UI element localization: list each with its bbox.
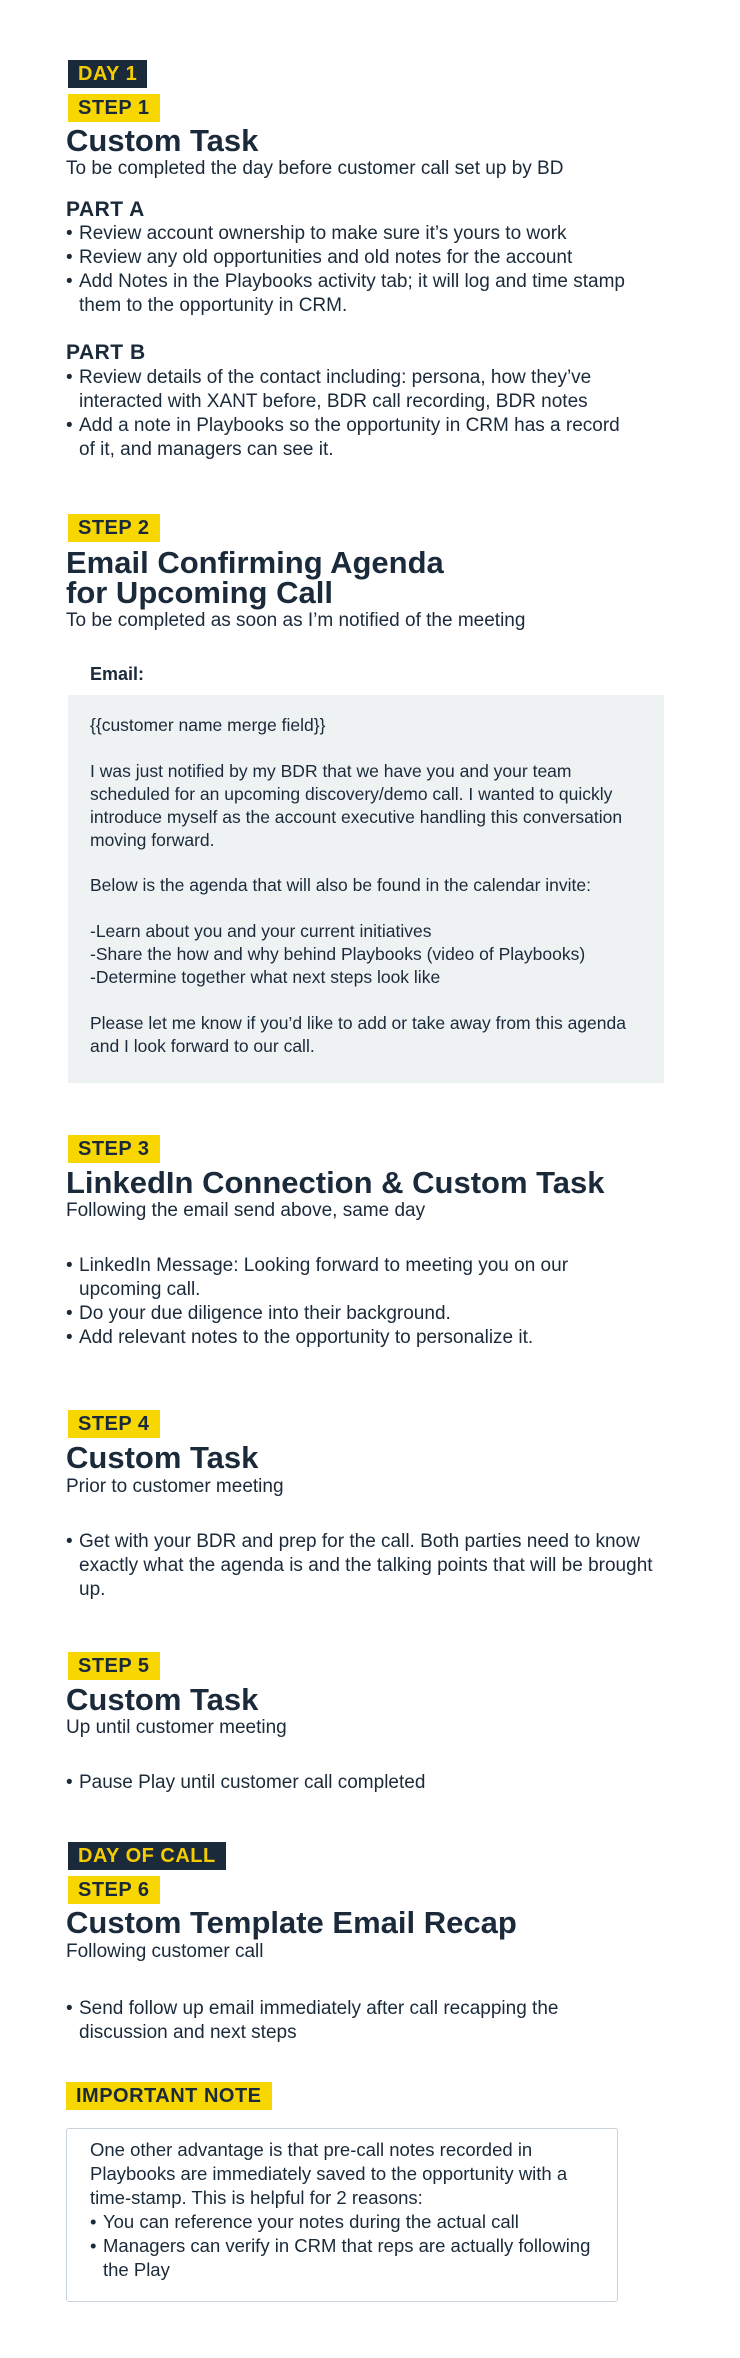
- email-agenda-item-3: -Determine together what next steps look like: [90, 967, 441, 987]
- list-item: • Do your due diligence into their background.: [66, 1302, 626, 1326]
- step-1-subtitle: To be completed the day before customer call set up by BD: [66, 158, 564, 179]
- email-label: Email:: [90, 664, 145, 684]
- step-3-list: [66, 1254, 626, 1350]
- email-agenda-item-2: -Share the how and why behind Playbooks (video of Playbooks): [90, 944, 586, 964]
- part-b-heading: PART B: [66, 341, 146, 364]
- day-of-call-badge: DAY OF CALL: [68, 1842, 226, 1870]
- email-greeting: {{customer name merge field}}: [90, 715, 326, 735]
- step-4-badge: STEP 4: [68, 1410, 160, 1438]
- list-item: • Add Notes in the Playbooks activity tab; it will log and time stamp them to the opportunity in CRM.: [66, 270, 626, 318]
- list-item: • Send follow up email immediately after call recapping the discussion and next steps: [66, 1997, 626, 2045]
- list-item: • Add relevant notes to the opportunity to personalize it.: [66, 1326, 626, 1350]
- list-item: • LinkedIn Message: Looking forward to meeting you on our upcoming call.: [66, 1254, 626, 1302]
- email-paragraph-1: I was just notified by my BDR that we have you and your team scheduled for an upcoming discovery/demo call. I wanted to quickly introduce myself as the account executive handling this conversation moving forward.: [90, 761, 623, 850]
- step-5-title: Custom Task: [66, 1682, 259, 1717]
- list-item: • Get with your BDR and prep for the call. Both parties need to know exactly what the agenda is and the talking points that will be brought up.: [66, 1530, 656, 1602]
- email-paragraph-2: Below is the agenda that will also be found in the calendar invite:: [90, 875, 592, 895]
- step-5-subtitle: Up until customer meeting: [66, 1717, 287, 1738]
- step-6-list: [66, 1997, 626, 2045]
- step-3-title: LinkedIn Connection & Custom Task: [66, 1165, 605, 1200]
- step-4-list: [66, 1530, 656, 1602]
- step-2-title-line2: for Upcoming Call: [66, 575, 333, 610]
- list-item: • Add a note in Playbooks so the opportunity in CRM has a record of it, and managers can see it.: [66, 414, 636, 462]
- list-item: • Review details of the contact including: persona, how they’ve interacted with XANT before, BDR call recording, BDR notes: [66, 366, 636, 414]
- step-1-title: Custom Task: [66, 123, 259, 158]
- step-1-badge: STEP 1: [68, 94, 160, 122]
- part-a-list: [66, 222, 626, 318]
- part-b-list: [66, 366, 636, 462]
- list-item: • Review account ownership to make sure it’s yours to work: [66, 222, 626, 246]
- step-3-subtitle: Following the email send above, same day: [66, 1200, 426, 1221]
- part-a-heading: PART A: [66, 198, 145, 221]
- day-1-badge: DAY 1: [68, 60, 147, 88]
- step-4-subtitle: Prior to customer meeting: [66, 1476, 284, 1497]
- step-5-list: [66, 1771, 626, 1795]
- step-2-title-line1: Email Confirming Agenda: [66, 545, 444, 580]
- step-6-badge: STEP 6: [68, 1876, 160, 1904]
- email-agenda-item-1: -Learn about you and your current initiatives: [90, 921, 432, 941]
- important-note-badge: IMPORTANT NOTE: [66, 2082, 272, 2110]
- step-2-subtitle: To be completed as soon as I’m notified of the meeting: [66, 610, 526, 631]
- important-note-text: One other advantage is that pre-call notes recorded in Playbooks are immediately saved to the opportunity with a time-stamp. This is helpful for 2 reasons:: [90, 2139, 568, 2208]
- step-5-badge: STEP 5: [68, 1652, 160, 1680]
- list-item: • Pause Play until customer call completed: [66, 1771, 626, 1795]
- step-4-title: Custom Task: [66, 1440, 259, 1475]
- step-2-badge: STEP 2: [68, 514, 160, 542]
- email-closing: Please let me know if you’d like to add or take away from this agenda and I look forward to our call.: [90, 1013, 626, 1056]
- step-3-badge: STEP 3: [68, 1135, 160, 1163]
- list-item: • Managers can verify in CRM that reps are actually following the Play: [90, 2234, 600, 2282]
- step-6-title: Custom Template Email Recap: [66, 1905, 517, 1940]
- step-6-subtitle: Following customer call: [66, 1941, 264, 1962]
- important-note-list: [90, 2210, 600, 2282]
- list-item: • Review any old opportunities and old notes for the account: [66, 246, 626, 270]
- list-item: • You can reference your notes during the actual call: [90, 2210, 600, 2234]
